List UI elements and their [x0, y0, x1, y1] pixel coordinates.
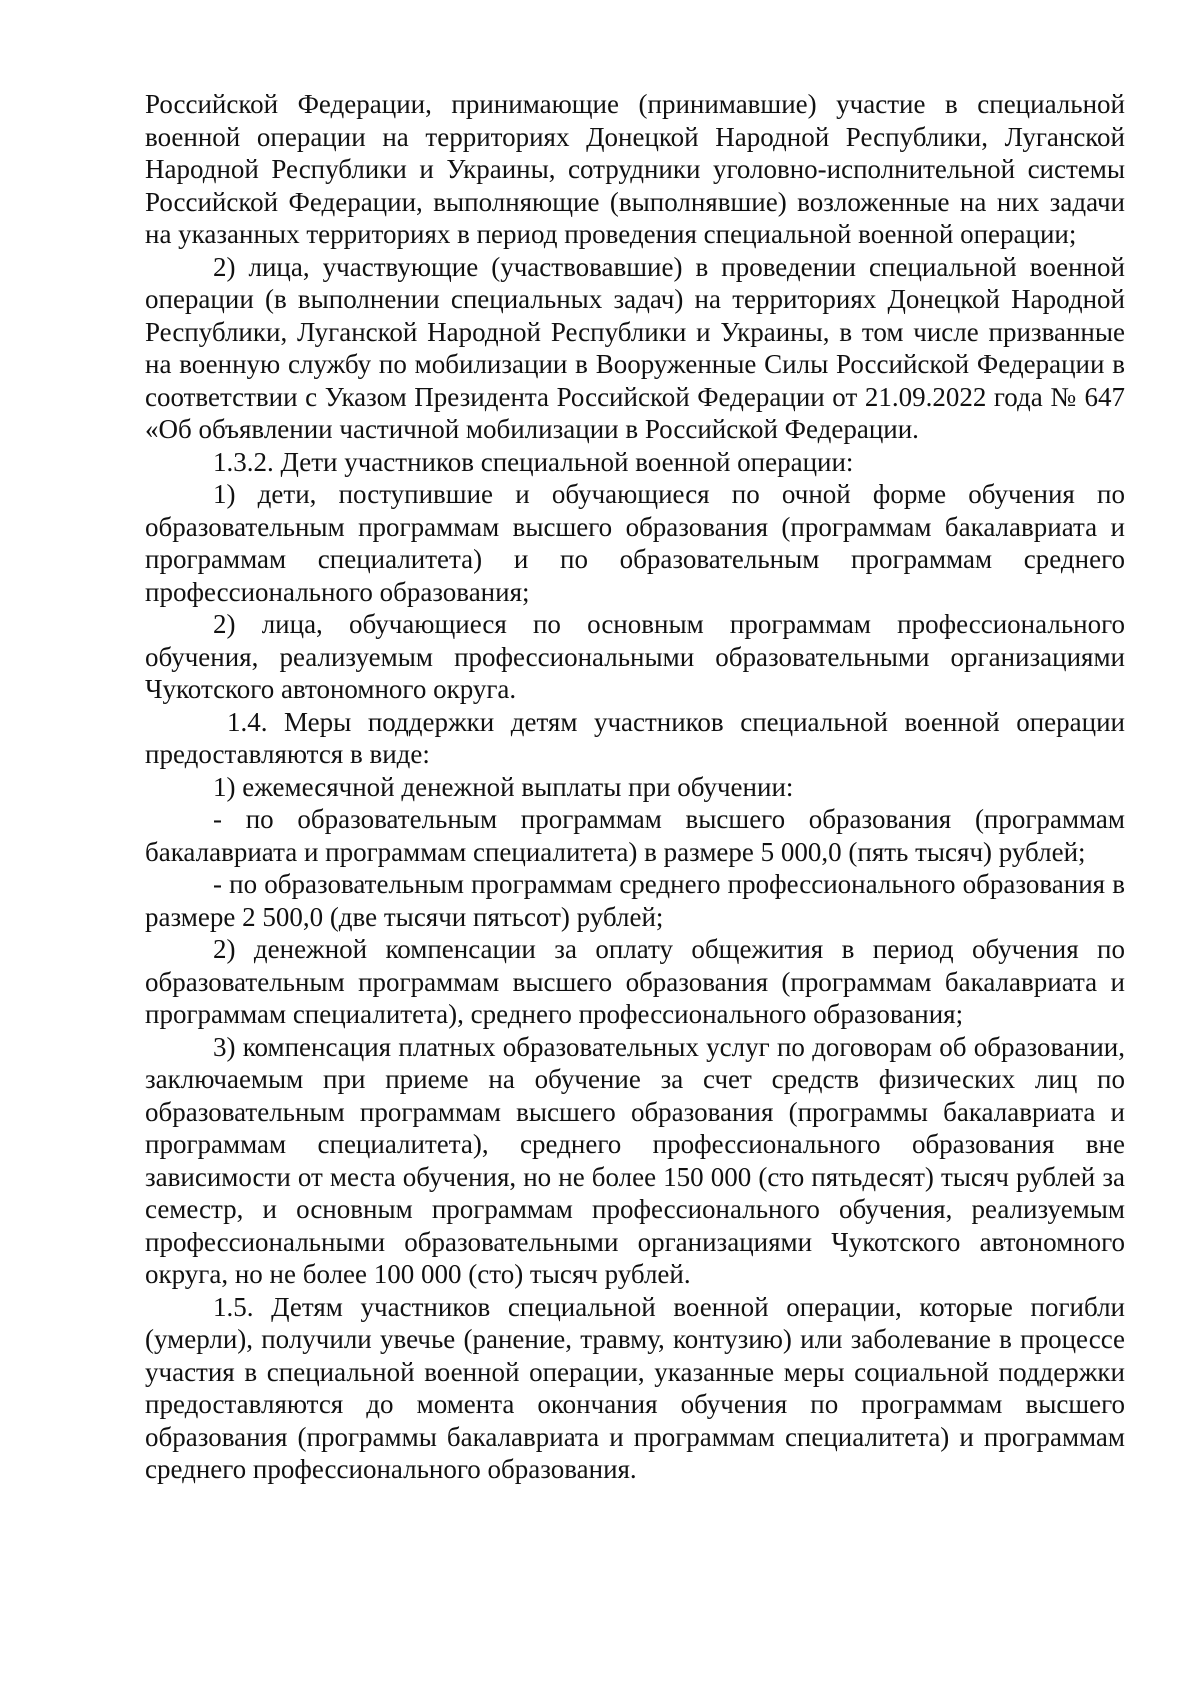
paragraph-higher-education-payment: - по образовательным программам высшего образования (программам бакалавриата и программам специалитета) в размере 5 000,0 (пять тысяч) рублей;: [145, 804, 1125, 867]
paragraph-1-5: 1.5. Детям участников специальной военной операции, которые погибли (умерли), получили увечье (ранение, травму, контузию) или заболевание в процессе участия в специальной военной операции, указанные меры социальной поддержки предоставляются до момента окончания обучения по программам высшего образования (программы бакалавриата и программам специалитета) и программам среднего профессионального образования.: [145, 1291, 1125, 1484]
paragraph-1-4: 1.4. Меры поддержки детям участников специальной военной операции предоставляются в виде:: [145, 706, 1125, 769]
paragraph-1-3-2-heading: 1.3.2. Дети участников специальной военной операции:: [213, 446, 854, 477]
paragraph-children-item-1: 1) дети, поступившие и обучающиеся по очной форме обучения по образовательным программам высшего образования (программам бакалавриата и программам специалитета) и по образовательным программам среднего профессионального образования;: [145, 479, 1125, 607]
document-page: [145, 88, 1125, 1486]
paragraph-item-2-participants: 2) лица, участвующие (участвовавшие) в проведении специальной военной операции (в выполнении специальных задач) на территориях Донецкой Народной Республики, Луганской Народной Республики и Украины, в том числе призванные на военную службу по мобилизации в Вооруженные Силы Российской Федерации в соответствии с Указом Президента Российской Федерации от 21.09.2022 года № 647 «Об объявлении частичной мобилизации в Российской Федерации.: [145, 251, 1125, 444]
paragraph-children-item-2: 2) лица, обучающиеся по основным программам профессионального обучения, реализуемым профессиональными образовательными организациями Чукотского автономного округа.: [145, 609, 1125, 704]
paragraph-secondary-education-payment: - по образовательным программам среднего профессионального образования в размере 2 500,0 (две тысячи пятьсот) рублей;: [145, 869, 1125, 932]
paragraph-tuition-compensation: 3) компенсация платных образовательных услуг по договорам об образовании, заключаемым при приеме на обучение за счет средств физических лиц по образовательным программам высшего образования (программы бакалавриата и программам специалитета), среднего профессионального образования вне зависимости от места обучения, но не более 150 000 (сто пятьдесят) тысяч рублей за семестр, и основным программам профессионального обучения, реализуемым профессиональными образовательными организациями Чукотского автономного округа, но не более 100 000 (сто) тысяч рублей.: [145, 1031, 1125, 1289]
paragraph-continuation: Российской Федерации, принимающие (принимавшие) участие в специальной военной операции на территориях Донецкой Народной Республики, Луганской Народной Республики и Украины, сотрудники уголовно-исполнительной системы Российской Федерации, выполняющие (выполнявшие) возложенные на них задачи на указанных территориях в период проведения специальной военной операции;: [145, 89, 1125, 249]
paragraph-monthly-payment: 1) ежемесячной денежной выплаты при обучении:: [213, 771, 794, 802]
paragraph-dormitory-compensation: 2) денежной компенсации за оплату общежития в период обучения по образовательным программам высшего образования (программам бакалавриата и программам специалитета), среднего профессионального образования;: [145, 934, 1125, 1029]
